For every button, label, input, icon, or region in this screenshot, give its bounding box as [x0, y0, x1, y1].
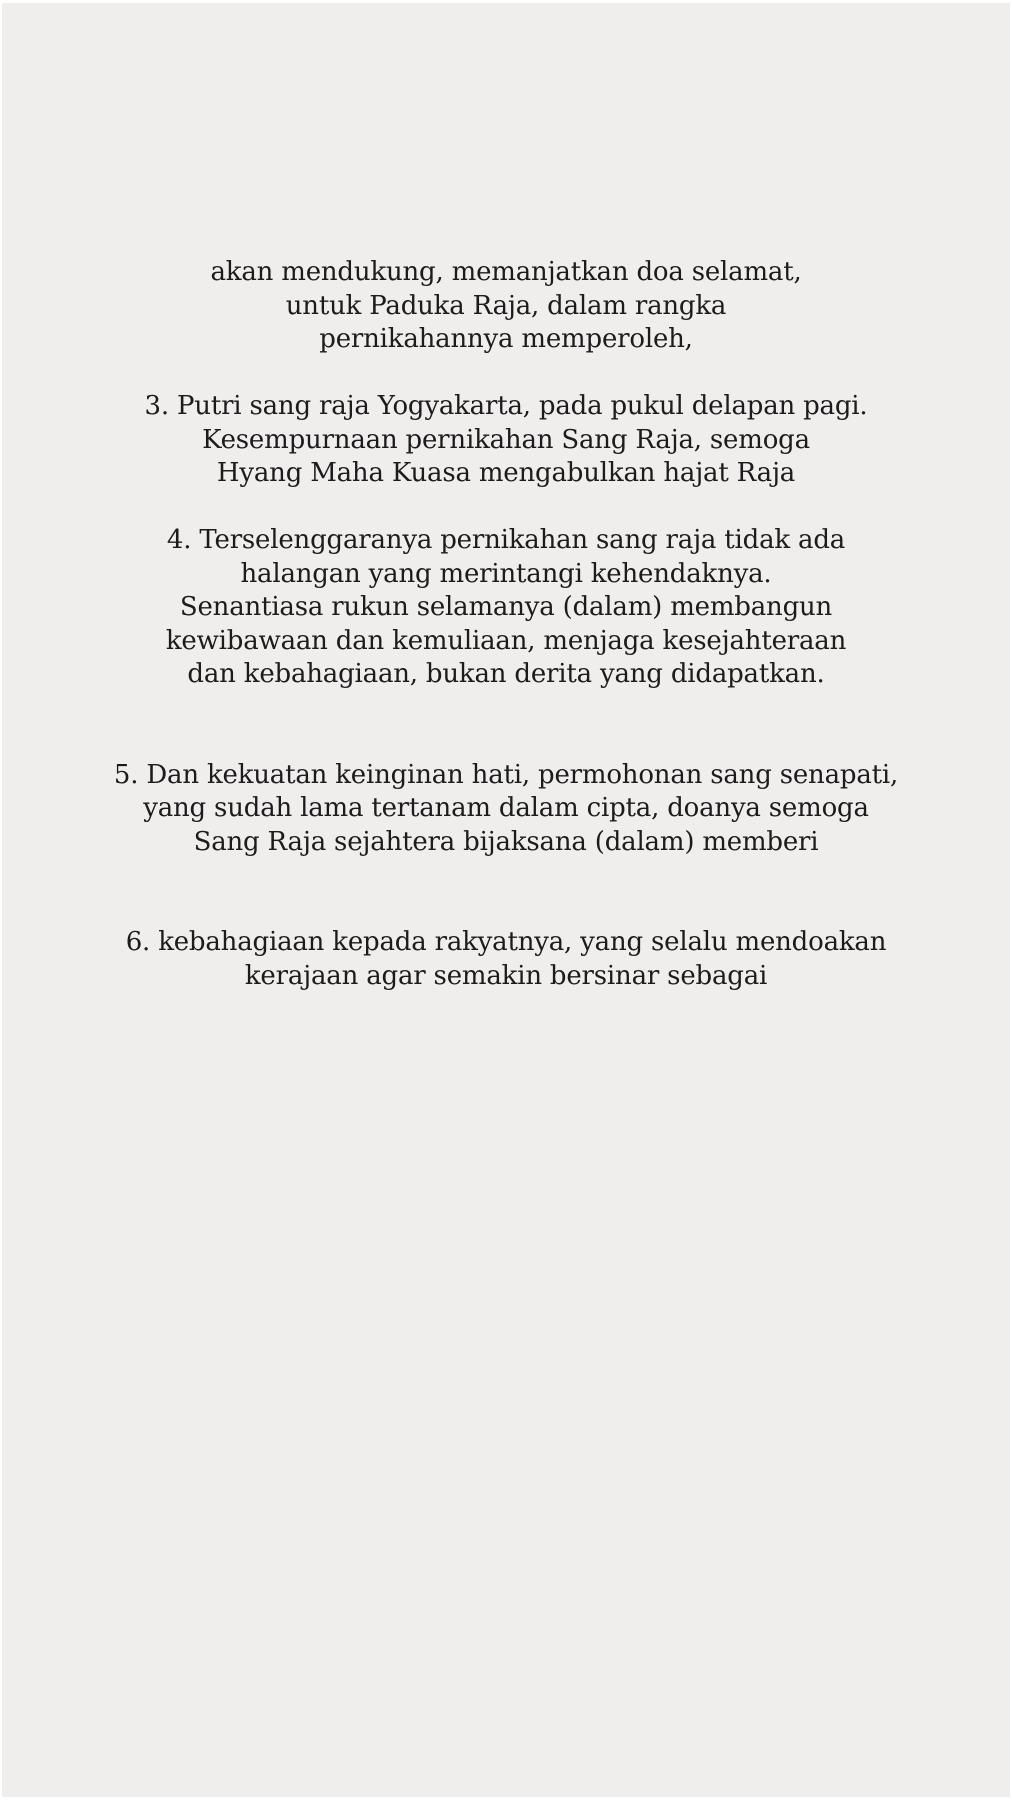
stanza-6: [2, 926, 1010, 993]
text-line: untuk Paduka Raja, dalam rangka: [285, 290, 727, 321]
text-line: Senantiasa rukun selamanya (dalam) membangun: [179, 592, 833, 622]
stanza-3: [2, 390, 1010, 491]
text-line: Hyang Maha Kuasa mengabulkan hajat Raja: [216, 458, 796, 488]
text-line: Sang Raja sejahtera bijaksana (dalam) memberi: [193, 826, 819, 857]
stanza-4: [2, 524, 1010, 692]
stanza-5: [2, 759, 1010, 860]
text-line: kerajaan agar semakin bersinar sebagai: [244, 960, 768, 991]
stanza-gap: [2, 859, 1010, 926]
document-page: [2, 3, 1010, 1797]
text-line: kewibawaan dan kemuliaan, menjaga kesejahteraan: [165, 625, 847, 656]
stanza-gap: [2, 692, 1010, 759]
text-line: 3. Putri sang raja Yogyakarta, pada pukul delapan pagi.: [144, 391, 868, 421]
text-line: pernikahannya memperoleh,: [319, 324, 693, 354]
stanza-gap: [2, 357, 1010, 391]
text-line: 4. Terselenggaranya pernikahan sang raja tidak ada: [166, 525, 846, 555]
text-line: 6. kebahagiaan kepada rakyatnya, yang selalu mendoakan: [125, 927, 887, 957]
stanza-1: [2, 256, 1010, 357]
text-line: 5. Dan kekuatan keinginan hati, permohonan sang senapati,: [113, 759, 899, 790]
poem-text: [2, 256, 1010, 993]
text-line: akan mendukung, memanjatkan doa selamat,: [210, 257, 802, 287]
text-line: halangan yang merintangi kehendaknya.: [240, 558, 772, 589]
text-line: dan kebahagiaan, bukan derita yang didapatkan.: [187, 659, 825, 689]
text-line: yang sudah lama tertanam dalam cipta, doanya semoga: [143, 793, 869, 823]
stanza-gap: [2, 491, 1010, 525]
text-line: Kesempurnaan pernikahan Sang Raja, semoga: [202, 424, 810, 455]
